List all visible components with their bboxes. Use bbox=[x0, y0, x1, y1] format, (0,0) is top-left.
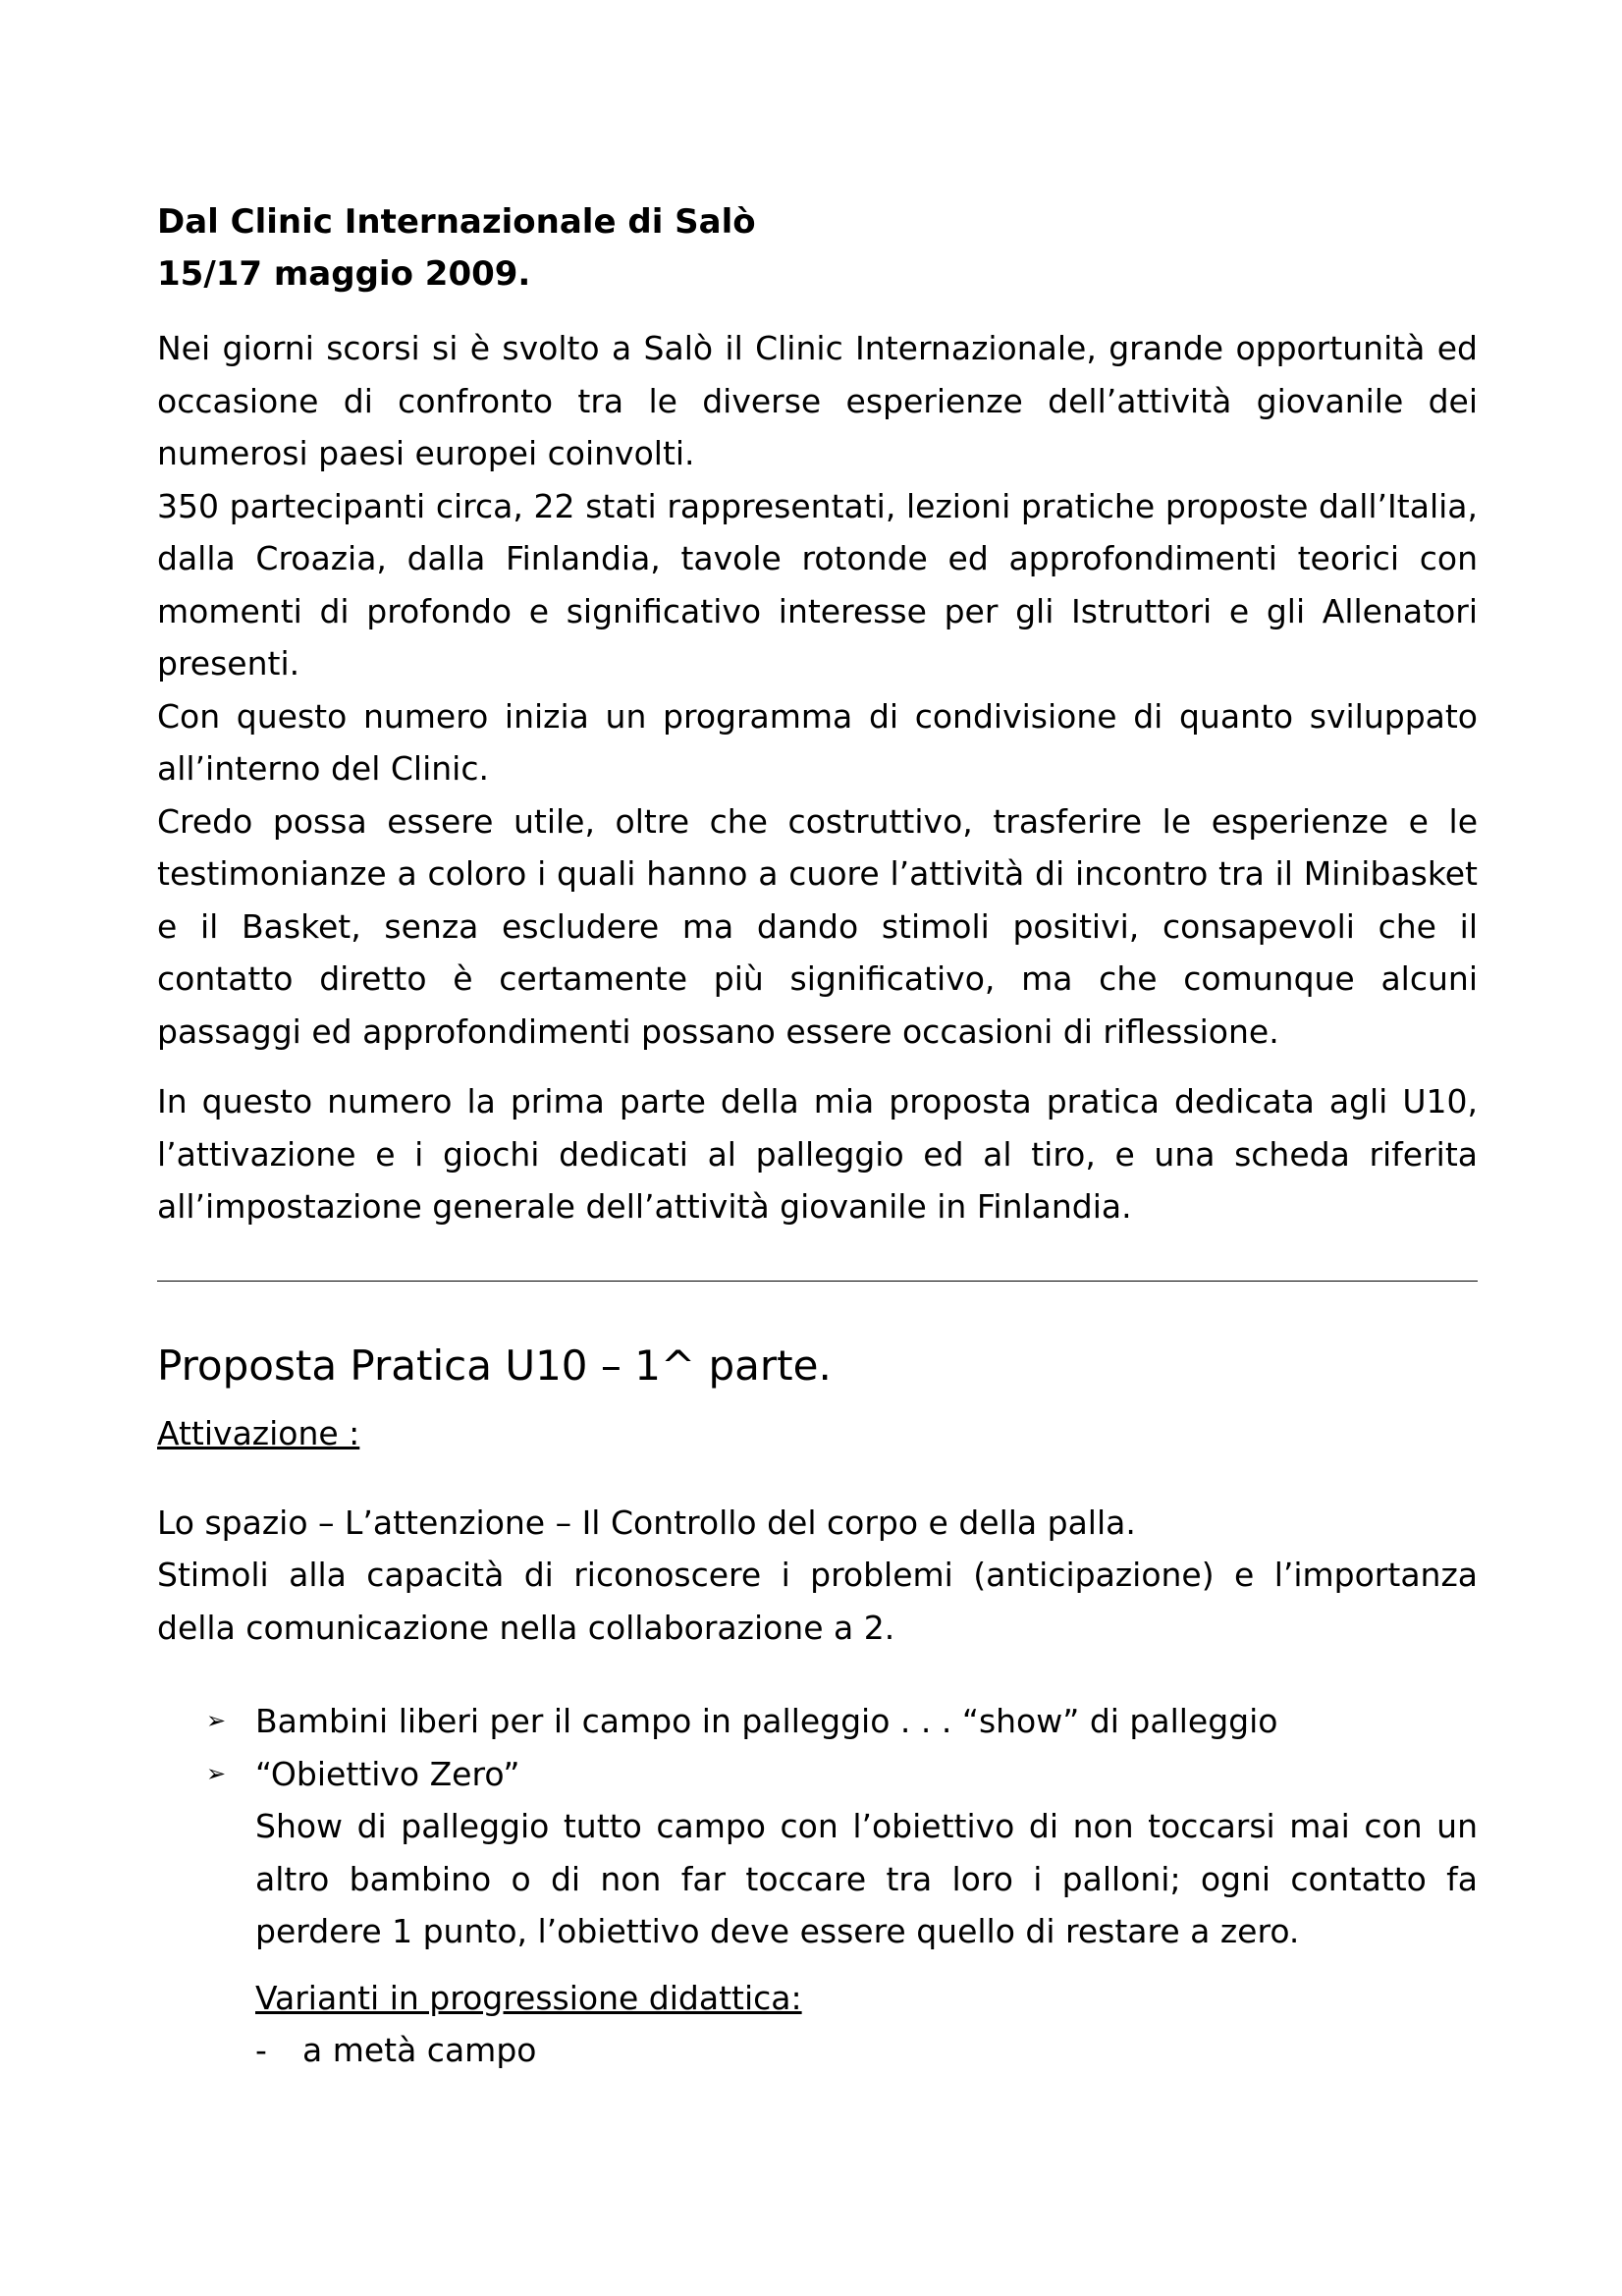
list-item-text: Bambini liberi per il campo in palleggio . . . “show” di palleggio bbox=[255, 1702, 1278, 1740]
document-page bbox=[157, 196, 1478, 2077]
spacer bbox=[157, 1459, 1478, 1497]
exercise-list bbox=[157, 1695, 1478, 1800]
intro-paragraph-1: Nei giorni scorsi si è svolto a Salò il Clinic Internazionale, grande opportunità ed occasione di confronto tra le diverse esperienze dell’attività giovanile dei numerosi paesi europei coinvolti. bbox=[157, 329, 1478, 472]
exercise-details bbox=[255, 1800, 1478, 2077]
arrow-bullet-icon: ➢ bbox=[206, 1759, 227, 1787]
section-line-2: Stimoli alla capacità di riconoscere i problemi (anticipazione) e l’importanza della comunicazione nella collaborazione a 2. bbox=[157, 1556, 1478, 1647]
section-title: Proposta Pratica U10 – 1^ parte. bbox=[157, 1340, 832, 1390]
dash-bullet-icon: - bbox=[255, 2031, 267, 2069]
spacer bbox=[157, 301, 1478, 322]
variants-title: Varianti in progressione didattica: bbox=[255, 1978, 802, 2017]
list-item-text: “Obiettivo Zero” bbox=[255, 1754, 520, 1793]
intro-paragraph-4: Credo possa essere utile, oltre che costruttivo, trasferire le esperienze e le testimonianze a coloro i quali hanno a cuore l’attività di incontro tra il Minibasket e il Basket, senza escludere ma dando stimoli positivi, consapevoli che il contatto diretto è certamente più significativo, ma che comunque alcuni passaggi ed approfondimenti possano essere occasioni di riflessione. bbox=[157, 801, 1478, 1051]
spacer bbox=[157, 1058, 1478, 1075]
document-date: 15/17 maggio 2009. bbox=[157, 254, 531, 294]
horizontal-divider bbox=[157, 1281, 1478, 1282]
intro-paragraph-3: Con questo numero inizia un programma di condivisione di quanto sviluppato all’interno del Clinic. bbox=[157, 696, 1478, 788]
list-item bbox=[157, 1748, 1478, 1801]
section-subtitle: Attivazione : bbox=[157, 1413, 360, 1452]
section-line-1: Lo spazio – L’attenzione – Il Controllo del corpo e della palla. bbox=[157, 1503, 1136, 1542]
arrow-bullet-icon: ➢ bbox=[206, 1707, 227, 1734]
intro-paragraph-2: 350 partecipanti circa, 22 stati rappresentati, lezioni pratiche proposte dall’Italia, dalla Croazia, dalla Finlandia, tavole rotonde ed approfondimenti teorici con momenti di profondo e significativo interesse per gli Istruttori e gli Allenatori presenti. bbox=[157, 486, 1478, 683]
document-title: Dal Clinic Internazionale di Salò bbox=[157, 202, 756, 242]
list-item bbox=[157, 1695, 1478, 1748]
variant-text: a metà campo bbox=[302, 2031, 537, 2069]
variant-item bbox=[255, 2024, 1478, 2077]
exercise-description: Show di palleggio tutto campo con l’obiettivo di non toccarsi mai con un altro bambino o di non far toccare tra loro i palloni; ogni contatto fa perdere 1 punto, l’obiettivo deve essere quello di restare a zero. bbox=[255, 1807, 1478, 1950]
intro-paragraph-5: In questo numero la prima parte della mia proposta pratica dedicata agli U10, l’attivazione e i giochi dedicati al palleggio ed al tiro, e una scheda riferita all’impostazione generale dell’attività giovanile in Finlandia. bbox=[157, 1082, 1478, 1226]
